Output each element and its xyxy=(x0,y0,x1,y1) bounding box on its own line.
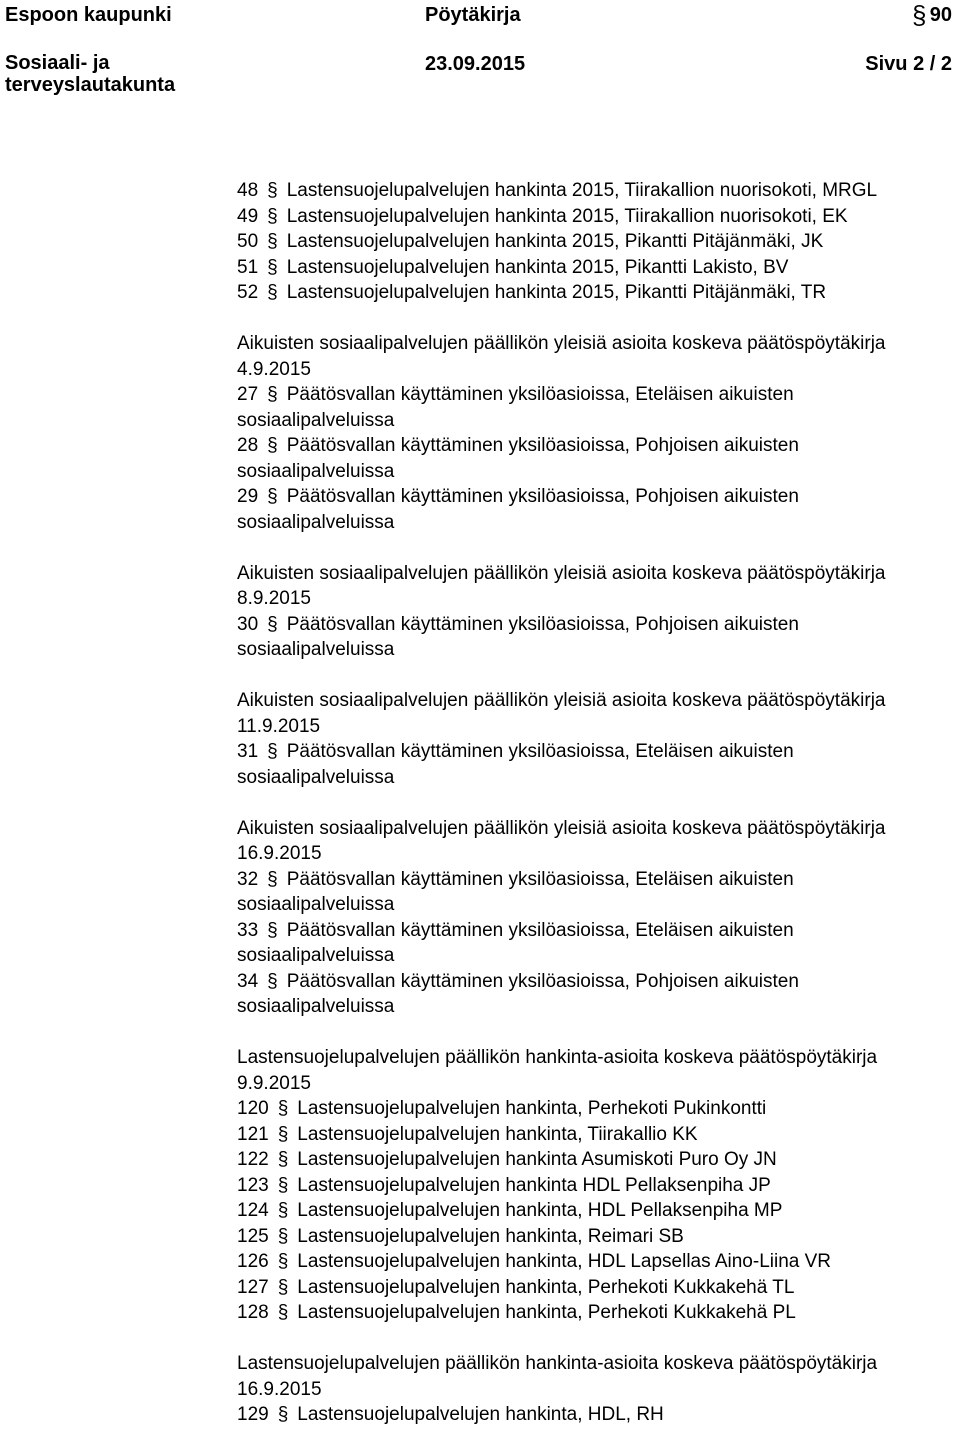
item-number: 27 xyxy=(237,384,259,405)
list-item xyxy=(237,1275,937,1301)
list-item xyxy=(237,1224,937,1250)
decision-group xyxy=(237,688,937,790)
list-item xyxy=(237,1096,937,1122)
decision-group xyxy=(237,1351,937,1428)
decision-group xyxy=(237,331,937,535)
list-item xyxy=(237,612,937,663)
item-number: 121 xyxy=(237,1123,269,1145)
list-item xyxy=(237,1198,937,1224)
document-type: Pöytäkirja xyxy=(425,4,521,26)
item-number: 126 xyxy=(237,1251,269,1272)
group-title: Aikuisten sosiaalipalvelujen päällikön yleisiä asioita koskeva päätöspöytäkirja 8.9.2015 xyxy=(237,562,886,609)
group-title: Lastensuojelupalvelujen päällikön hankinta-asioita koskeva päätöspöytäkirja 9.9.2015 xyxy=(237,1047,878,1094)
item-number: 29 xyxy=(237,486,259,507)
list-item xyxy=(237,1249,937,1275)
item-number: 49 xyxy=(237,205,259,227)
section-reference xyxy=(912,0,952,30)
meeting-date: 23.09.2015 xyxy=(425,53,526,75)
item-text: Päätösvallan käyttäminen yksilöasioissa, Eteläisen aikuisten sosiaalipalveluissa xyxy=(237,741,794,788)
committee-name: Sosiaali- ja terveyslautakunta xyxy=(5,52,176,96)
section-symbol: § xyxy=(277,1225,289,1247)
section-symbol: § xyxy=(267,205,278,227)
item-text: Lastensuojelupalvelujen hankinta, Perhekoti Pukinkontti xyxy=(297,1098,767,1119)
item-number: 30 xyxy=(237,613,259,635)
list-item xyxy=(237,484,937,535)
section-symbol: § xyxy=(267,256,278,278)
section-mark: § xyxy=(912,0,927,30)
item-text: Lastensuojelupalvelujen hankinta, Reimari SB xyxy=(297,1225,684,1247)
list-item xyxy=(237,433,937,484)
decision-group xyxy=(237,816,937,1020)
section-symbol: § xyxy=(277,1251,289,1272)
decision-groups xyxy=(237,331,937,1428)
decision-group xyxy=(237,561,937,663)
list-item xyxy=(237,1402,937,1428)
item-text: Lastensuojelupalvelujen hankinta, Perhekoti Kukkakehä PL xyxy=(297,1302,796,1323)
item-number: 50 xyxy=(237,231,259,252)
item-text: Lastensuojelupalvelujen hankinta, HDL Pellaksenpiha MP xyxy=(297,1200,783,1221)
item-text: Päätösvallan käyttäminen yksilöasioissa, Pohjoisen aikuisten sosiaalipalveluissa xyxy=(237,613,799,660)
item-number: 33 xyxy=(237,919,259,941)
section-symbol: § xyxy=(277,1098,289,1119)
section-symbol: § xyxy=(267,613,278,635)
item-number: 120 xyxy=(237,1098,269,1119)
section-symbol: § xyxy=(267,919,278,941)
item-number: 48 xyxy=(237,180,259,201)
item-text: Päätösvallan käyttäminen yksilöasioissa, Eteläisen aikuisten sosiaalipalveluissa xyxy=(237,868,794,915)
item-number: 129 xyxy=(237,1404,269,1425)
item-text: Lastensuojelupalvelujen hankinta 2015, Tiirakallion nuorisokoti, EK xyxy=(286,205,848,227)
item-number: 52 xyxy=(237,282,259,303)
section-symbol: § xyxy=(267,486,278,507)
lead-items-list xyxy=(237,178,937,306)
section-symbol: § xyxy=(267,435,278,456)
item-text: Lastensuojelupalvelujen hankinta Asumiskoti Puro Oy JN xyxy=(297,1149,777,1170)
item-text: Lastensuojelupalvelujen hankinta 2015, Pikantti Lakisto, BV xyxy=(286,256,789,278)
list-item xyxy=(237,382,937,433)
section-symbol: § xyxy=(277,1174,289,1196)
section-symbol: § xyxy=(267,970,278,992)
item-text: Lastensuojelupalvelujen hankinta 2015, Tiirakallion nuorisokoti, MRGL xyxy=(286,180,878,201)
item-number: 124 xyxy=(237,1200,269,1221)
item-number: 127 xyxy=(237,1276,269,1298)
list-item xyxy=(237,1122,937,1148)
item-text: Lastensuojelupalvelujen hankinta, HDL, RH xyxy=(297,1404,664,1425)
section-symbol: § xyxy=(267,180,278,201)
item-text: Lastensuojelupalvelujen hankinta 2015, Pikantti Pitäjänmäki, TR xyxy=(286,282,827,303)
group-title: Aikuisten sosiaalipalvelujen päällikön yleisiä asioita koskeva päätöspöytäkirja 16.9.2015 xyxy=(237,817,886,864)
page-number: Sivu 2 / 2 xyxy=(865,53,952,75)
item-number: 28 xyxy=(237,435,259,456)
list-item xyxy=(237,255,937,281)
group-title: Aikuisten sosiaalipalvelujen päällikön yleisiä asioita koskeva päätöspöytäkirja 11.9.2015 xyxy=(237,690,886,737)
item-number: 128 xyxy=(237,1302,269,1323)
item-text: Päätösvallan käyttäminen yksilöasioissa, Pohjoisen aikuisten sosiaalipalveluissa xyxy=(237,970,799,1017)
document-body xyxy=(237,178,937,1453)
section-symbol: § xyxy=(277,1149,289,1170)
section-symbol: § xyxy=(267,282,278,303)
group-title: Lastensuojelupalvelujen päällikön hankinta-asioita koskeva päätöspöytäkirja 16.9.2015 xyxy=(237,1353,878,1400)
section-number: 90 xyxy=(929,4,952,26)
item-number: 34 xyxy=(237,970,259,992)
section-symbol: § xyxy=(267,868,278,890)
list-item xyxy=(237,867,937,918)
item-text: Lastensuojelupalvelujen hankinta, Tiirakallio KK xyxy=(297,1123,698,1145)
section-symbol: § xyxy=(277,1123,289,1145)
list-item xyxy=(237,1147,937,1173)
item-text: Lastensuojelupalvelujen hankinta 2015, Pikantti Pitäjänmäki, JK xyxy=(286,231,824,252)
item-number: 123 xyxy=(237,1174,269,1196)
item-text: Päätösvallan käyttäminen yksilöasioissa, Eteläisen aikuisten sosiaalipalveluissa xyxy=(237,919,794,966)
section-symbol: § xyxy=(277,1276,289,1298)
item-text: Päätösvallan käyttäminen yksilöasioissa, Pohjoisen aikuisten sosiaalipalveluissa xyxy=(237,435,799,482)
item-number: 51 xyxy=(237,256,259,278)
section-symbol: § xyxy=(267,741,278,762)
item-text: Päätösvallan käyttäminen yksilöasioissa, Eteläisen aikuisten sosiaalipalveluissa xyxy=(237,384,794,431)
list-item xyxy=(237,178,937,204)
list-item xyxy=(237,1300,937,1326)
item-number: 32 xyxy=(237,868,259,890)
item-text: Lastensuojelupalvelujen hankinta, HDL Lapsellas Aino-Liina VR xyxy=(297,1251,832,1272)
organization-name: Espoon kaupunki xyxy=(5,4,172,26)
list-item xyxy=(237,280,937,306)
list-item xyxy=(237,969,937,1020)
list-item xyxy=(237,918,937,969)
group-title: Aikuisten sosiaalipalvelujen päällikön yleisiä asioita koskeva päätöspöytäkirja 4.9.2015 xyxy=(237,333,886,380)
section-symbol: § xyxy=(267,231,278,252)
item-number: 125 xyxy=(237,1225,269,1247)
item-text: Päätösvallan käyttäminen yksilöasioissa, Pohjoisen aikuisten sosiaalipalveluissa xyxy=(237,486,799,533)
decision-group xyxy=(237,1045,937,1326)
list-item xyxy=(237,229,937,255)
section-symbol: § xyxy=(277,1302,289,1323)
section-symbol: § xyxy=(277,1200,289,1221)
list-item xyxy=(237,204,937,230)
item-text: Lastensuojelupalvelujen hankinta, Perhekoti Kukkakehä TL xyxy=(297,1276,795,1298)
item-number: 122 xyxy=(237,1149,269,1170)
list-item xyxy=(237,1173,937,1199)
item-text: Lastensuojelupalvelujen hankinta HDL Pellaksenpiha JP xyxy=(297,1174,771,1196)
section-symbol: § xyxy=(277,1404,289,1425)
section-symbol: § xyxy=(267,384,278,405)
list-item xyxy=(237,739,937,790)
item-number: 31 xyxy=(237,741,259,762)
